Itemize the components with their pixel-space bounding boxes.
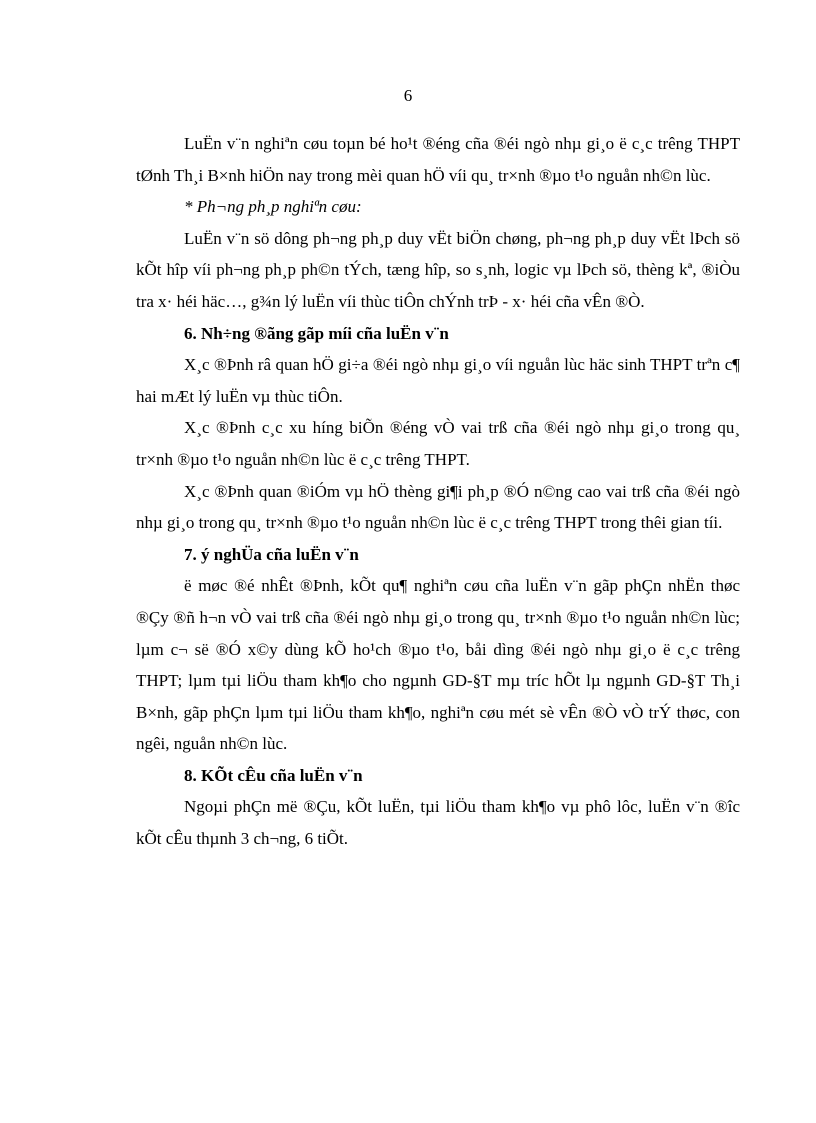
structure-paragraph: Ngoµi phÇn më ®Çu, kÕt luËn, tµi liÖu tham kh¶o vµ phô lôc, luËn v¨n ®îc kÕt cÊu thµnh 3 ch¬ng, 6 tiÕt.	[136, 797, 740, 849]
significance-paragraph: ë møc ®é nhÊt ®Þnh, kÕt qu¶ nghiªn cøu cña luËn v¨n gãp phÇn nhËn thøc ®Çy ®ñ h¬n vÒ vai trß cña ®éi ngò nhµ gi¸o trong qu¸ tr×nh ®µo t¹o nguån nh©n lùc; lµm c¬ së ®Ó x©y dùng kÕ ho¹ch ®µo t¹o, båi dìng ®éi ngò nhµ gi¸o ë c¸c trêng THPT; lµm tµi liÖu tham kh¶o cho ngµnh GD-§T mµ tríc hÕt lµ ngµnh GD-§T Th¸i B×nh, gãp phÇn lµm tµi liÖu tham kh¶o, nghiªn cøu mét sè vÊn ®Ò vÒ trÝ thøc, con ngêi, nguån nh©n lùc.	[136, 576, 740, 754]
section-7-heading: 7. ý nghÜa cña luËn v¨n	[184, 544, 359, 564]
contribution-paragraph-2: X¸c ®Þnh c¸c xu híng biÕn ®éng vÒ vai trß cña ®éi ngò nhµ gi¸o trong qu¸ tr×nh ®µo t¹o nguån nh©n lùc ë c¸c trêng THPT.	[136, 418, 740, 469]
document-body	[136, 128, 740, 855]
section-8-heading: 8. KÕt cÊu cña luËn v¨n	[184, 765, 363, 785]
page-number: 6	[403, 86, 413, 105]
section-6-heading: 6. Nh÷ng ®ãng gãp míi cña luËn v¨n	[184, 323, 449, 343]
contribution-paragraph-1: X¸c ®Þnh râ quan hÖ gi÷a ®éi ngò nhµ gi¸o víi nguån lùc häc sinh THPT trªn c¶ hai mÆt lý luËn vµ thùc tiÔn.	[136, 355, 740, 406]
scope-paragraph: LuËn v¨n nghiªn cøu toµn bé ho¹t ®éng cña ®éi ngò nhµ gi¸o ë c¸c trêng THPT tØnh Th¸i B×nh hiÖn nay trong mèi quan hÖ víi qu¸ tr×nh ®µo t¹o nguån nh©n lùc.	[136, 134, 740, 185]
methods-paragraph: LuËn v¨n sö dông ph¬ng ph¸p duy vËt biÖn chøng, ph¬ng ph¸p duy vËt lÞch sö kÕt hîp víi ph¬ng ph¸p ph©n tÝch, tæng hîp, so s¸nh, logic vµ lÞch sö, thèng kª, ®iÒu tra x· héi häc…, g¾n lý luËn víi thùc tiÔn chÝnh trÞ - x· héi cña vÊn ®Ò.	[136, 228, 740, 311]
contribution-paragraph-3: X¸c ®Þnh quan ®iÓm vµ hÖ thèng gi¶i ph¸p ®Ó n©ng cao vai trß cña ®éi ngò nhµ gi¸o trong qu¸ tr×nh ®µo t¹o nguån nh©n lùc ë c¸c trêng THPT trong thêi gian tíi.	[136, 481, 740, 533]
methods-subheading: * Ph¬ng ph¸p nghiªn cøu:	[184, 197, 362, 217]
